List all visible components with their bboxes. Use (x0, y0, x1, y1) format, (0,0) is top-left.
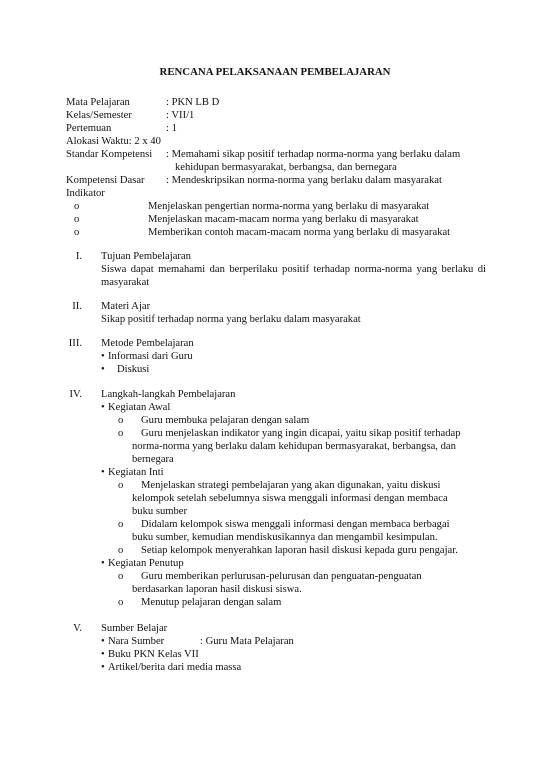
bullet-icon: • (101, 649, 105, 660)
inti-step-1-line3: buku sumber (132, 506, 188, 517)
kegiatan-inti-heading: • Kegiatan Inti (101, 467, 164, 478)
bullet-icon: • (101, 402, 105, 413)
kompetensi-dasar-value: : Mendeskripsikan norma-norma yang berlaku dalam masyarakat (166, 175, 442, 186)
sub-marker: o (118, 597, 124, 608)
sub-marker: o (118, 545, 124, 556)
document-title: RENCANA PELAKSANAAN PEMBELAJARAN (159, 66, 391, 78)
tujuan-text: Siswa dapat memahami dan berperilaku positif terhadap norma-norma yang berlaku di masyarakat (101, 264, 486, 289)
indikator-marker: o (74, 214, 80, 225)
sumber-item: • Nara Sumber (101, 636, 165, 647)
sub-marker: o (118, 480, 124, 491)
awal-step-2-line3: bernegara (132, 454, 174, 465)
inti-step-2-line1: Didalam kelompok siswa menggali informasi dengan membaca berbagai (141, 519, 450, 530)
sumber-item: • Buku PKN Kelas VII (101, 649, 199, 660)
section-number-2: II. (72, 301, 82, 312)
sumber-item: • Artikel/berita dari media massa (101, 662, 242, 673)
bullet-icon: • (101, 662, 105, 673)
bullet-icon: • (101, 558, 105, 569)
kegiatan-penutup-heading: • Kegiatan Penutup (101, 558, 184, 569)
kelas-label: Kelas/Semester (66, 110, 132, 121)
awal-step-2-line2: norma-norma yang berlaku dalam kehidupan bermasyarakat, berbangsa, dan (132, 441, 456, 452)
penutup-step-1-line1: Guru memberikan perlurusan-pelurusan dan penguatan-penguatan (141, 571, 422, 582)
section-number-1: I. (75, 251, 82, 262)
inti-step-2-line2: buku sumber, kemudian mendiskusikannya dan mengambil kesimpulan. (132, 532, 438, 543)
kegiatan-awal-heading: • Kegiatan Awal (101, 402, 171, 413)
indikator-label: Indikator (66, 188, 105, 199)
inti-step-1-line1: Menjelaskan strategi pembelajaran yang akan digunakan, yaitu diskusi (141, 480, 441, 491)
metode-item: • Diskusi (101, 364, 150, 375)
inti-step-1-line2: kelompok setelah sebelumnya siswa menggali informasi dengan membaca (132, 493, 448, 504)
standar-kompetensi-value-line1: : Memahami sikap positif terhadap norma-norma yang berlaku dalam (166, 149, 461, 160)
indikator-item: Memberikan contoh macam-macam norma yang berlaku di masyarakat (148, 227, 451, 238)
bullet-icon: • (101, 467, 105, 478)
standar-kompetensi-label: Standar Kompetensi (66, 149, 153, 160)
materi-text: Sikap positif terhadap norma yang berlaku dalam masyarakat (101, 314, 361, 325)
bullet-icon: • (101, 636, 105, 647)
standar-kompetensi-value-line2: kehidupan bermasyarakat, berbangsa, dan bernegara (175, 162, 397, 173)
sumber-item-value: : Guru Mata Pelajaran (200, 636, 294, 647)
section-number-5: V. (73, 623, 82, 634)
section-heading-langkah: Langkah-langkah Pembelajaran (101, 389, 236, 400)
bullet-icon: • (101, 364, 105, 375)
pertemuan-label: Pertemuan (66, 123, 112, 134)
sub-marker: o (118, 428, 124, 439)
section-heading-materi: Materi Ajar (101, 301, 151, 312)
indikator-marker: o (74, 227, 80, 238)
section-heading-sumber: Sumber Belajar (101, 623, 168, 634)
section-heading-tujuan: Tujuan Pembelajaran (101, 251, 191, 262)
awal-step-2-line1: Guru menjelaskan indikator yang ingin dicapai, yaitu sikap positif terhadap (141, 428, 461, 439)
indikator-marker: o (74, 201, 80, 212)
sub-marker: o (118, 415, 124, 426)
awal-step-1: Guru membuka pelajaran dengan salam (141, 415, 310, 426)
mata-pelajaran-value: : PKN LB D (166, 97, 220, 108)
penutup-step-1-line2: berdasarkan laporan hasil diskusi siswa. (132, 584, 302, 595)
section-number-4: IV. (69, 389, 82, 400)
sub-marker: o (118, 519, 124, 530)
indikator-item: Menjelaskan macam-macam norma yang berlaku di masyarakat (148, 214, 419, 225)
metode-item: • Informasi dari Guru (101, 351, 193, 362)
sub-marker: o (118, 571, 124, 582)
penutup-step-2: Menutup pelajaran dengan salam (141, 597, 282, 608)
mata-pelajaran-label: Mata Pelajaran (66, 97, 130, 108)
inti-step-3: Setiap kelompok menyerahkan laporan hasil diskusi kepada guru pengajar. (141, 545, 458, 556)
kompetensi-dasar-label: Kompetensi Dasar (66, 175, 145, 186)
bullet-icon: • (101, 351, 105, 362)
indikator-item: Menjelaskan pengertian norma-norma yang berlaku di masyarakat (148, 201, 430, 212)
section-number-3: III. (68, 338, 82, 349)
alokasi-waktu: Alokasi Waktu: 2 x 40 (66, 136, 161, 147)
pertemuan-value: : 1 (166, 123, 177, 134)
kelas-value: : VII/1 (166, 110, 195, 121)
section-heading-metode: Metode Pembelajaran (101, 338, 194, 349)
